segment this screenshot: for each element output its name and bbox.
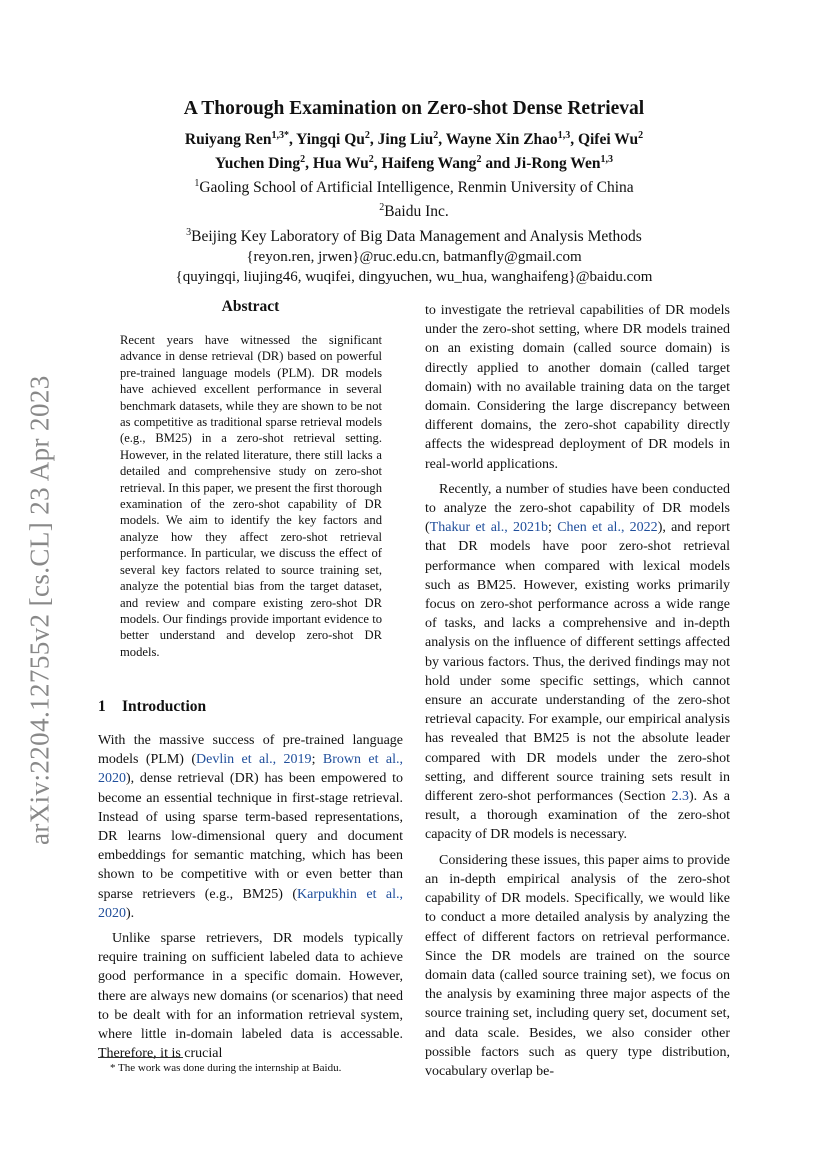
intro-paragraph-4: Recently, a number of studies have been conducted to analyze the zero-shot capability of DR models (Thakur et al., 2021b; Chen et al., 2022), and report that DR models have poor zero-shot retrieval performance when compared with lexical models such as BM25. However, existing works primarily focus on zero-shot performance across a wide range of tasks, and lacks a comprehensive and in-depth analysis on the influence of different settings affected by various factors. Thus, the derived findings may not hold under some specific settings, which cannot ensure an accurate understanding of the zero-shot retrieval capacity. For example, our empirical analysis has revealed that BM25 is not the absolute leader compared with DR models under the zero-shot setting, and different source training sets result in different zero-shot performances (Section 2.3). As a result, a thorough examination of the zero-shot capacity of DR models is necessary. — [425, 481, 730, 843]
section-number: 1 — [98, 698, 106, 715]
intro-paragraph-2: Unlike sparse retrievers, DR models typically require training on sufficient labeled data to achieve good performance in a specific domain. However, there are always new domains (or scenarios) that need to be dealt with for an information retrieval system, where little in-domain labeled data is accessable. Therefore, it is crucial — [98, 931, 403, 1062]
section-heading-introduction — [98, 698, 403, 716]
footnote-divider — [98, 1057, 183, 1058]
citation-link[interactable]: Karpukhin et al., 2020 — [98, 886, 403, 921]
abstract-heading: Abstract — [221, 298, 280, 315]
affiliation-1: $^1$Gaoling School of Artificial Intelligence, Renmin University of China — [194, 178, 634, 197]
citation-link[interactable]: 2.3 — [671, 789, 690, 805]
abstract-text: Recent years have witnessed the significant advance in dense retrieval (DR) based on powerful pre-trained language models (PLM). DR models have achieved excellent performance in several benchmark datasets, while they are shown to be not as competitive as traditional sparse retrieval models (e.g., BM25) in a zero-shot retrieval setting. However, in the related literature, there still lacks a detailed and comprehensive study on zero-shot retrieval. In this paper, we present the first thorough examination of the zero-shot capability of DR models. We aim to identify the key factors and analyze how they affect zero-shot retrieval performance. In particular, we discuss the effect of several key factors related to source training set, analyze the potential bias from the target dataset, and review and compare existing zero-shot DR models. Our findings provide important evidence to better understand and develop zero-shot DR models. — [120, 333, 382, 659]
introduction-right-column — [425, 301, 730, 1087]
intro-paragraph-5: Considering these issues, this paper aims to provide an in-depth empirical analysis of the zero-shot capability of DR models. Specifically, we would like to conduct a more detailed analysis by analyzing the effect of different factors on retrieval performance. Since the DR models are trained on the source domain data (called source training set), we focus on the analysis by examining three major aspects of the source training set, including query set, document set, and data scale. Besides, we also consider other possible factors such as query type distribution, vocabulary overlap be- — [425, 852, 730, 1079]
author-line-2: Yuchen Ding$^2$, Hua Wu$^2$, Haifeng Wang$^2$ and Ji-Rong Wen$^{1,3}$ — [215, 154, 613, 173]
affiliation-3: $^3$Beijing Key Laboratory of Big Data Management and Analysis Methods — [186, 226, 642, 245]
citation-link[interactable]: Chen et al., 2022 — [557, 520, 658, 536]
section-title: Introduction — [122, 698, 207, 715]
intro-paragraph-1: With the massive success of pre-trained language models (PLM) (Devlin et al., 2019; Brown et al., 2020), dense retrieval (DR) has been empowered to become an essential technique in first-stage retrieval. Instead of using sparse term-based representations, DR learns low-dimensional query and document embeddings for semantic matching, which has been shown to be competitive with or even better than sparse retrievers (e.g., BM25) (Karpukhin et al., 2020). — [98, 733, 403, 921]
intro-paragraph-3: to investigate the retrieval capabilities of DR models under the zero-shot setting, where DR models trained on an existing domain (called source domain) is directly applied to another domain (called target domain) with no available training data on the target domain. Considering the large discrepancy between different domains, the zero-shot capability directly affects the widespread deployment of DR models in real-world applications. — [425, 303, 730, 472]
paper-title: A Thorough Examination on Zero-shot Dense Retrieval — [183, 98, 645, 119]
citation-link[interactable]: Thakur et al., 2021b — [429, 520, 549, 536]
footnote: * The work was done during the internship at Baidu. — [110, 1062, 342, 1074]
paper-header — [0, 98, 828, 287]
arxiv-identifier-stamp: arXiv:2204.12755v2 [cs.CL] 23 Apr 2023 — [24, 375, 55, 845]
citation-link[interactable]: Brown et al., 2020 — [98, 752, 403, 787]
author-line-1: Ruiyang Ren$^{1,3*}$, Yingqi Qu$^2$, Jing Liu$^2$, Wayne Xin Zhao$^{1,3}$, Qifei Wu$^2$ — [184, 130, 644, 149]
email-line-1: {reyon.ren, jrwen}@ruc.edu.cn, batmanfly@gmail.com — [246, 248, 582, 265]
introduction-left-column — [98, 731, 403, 1069]
citation-link[interactable]: Devlin et al., 2019 — [196, 752, 312, 768]
affiliation-2: $^2$Baidu Inc. — [379, 202, 449, 221]
email-line-2: {quyingqi, liujing46, wuqifei, dingyuchen, wu_hua, wanghaifeng}@baidu.com — [175, 268, 653, 285]
